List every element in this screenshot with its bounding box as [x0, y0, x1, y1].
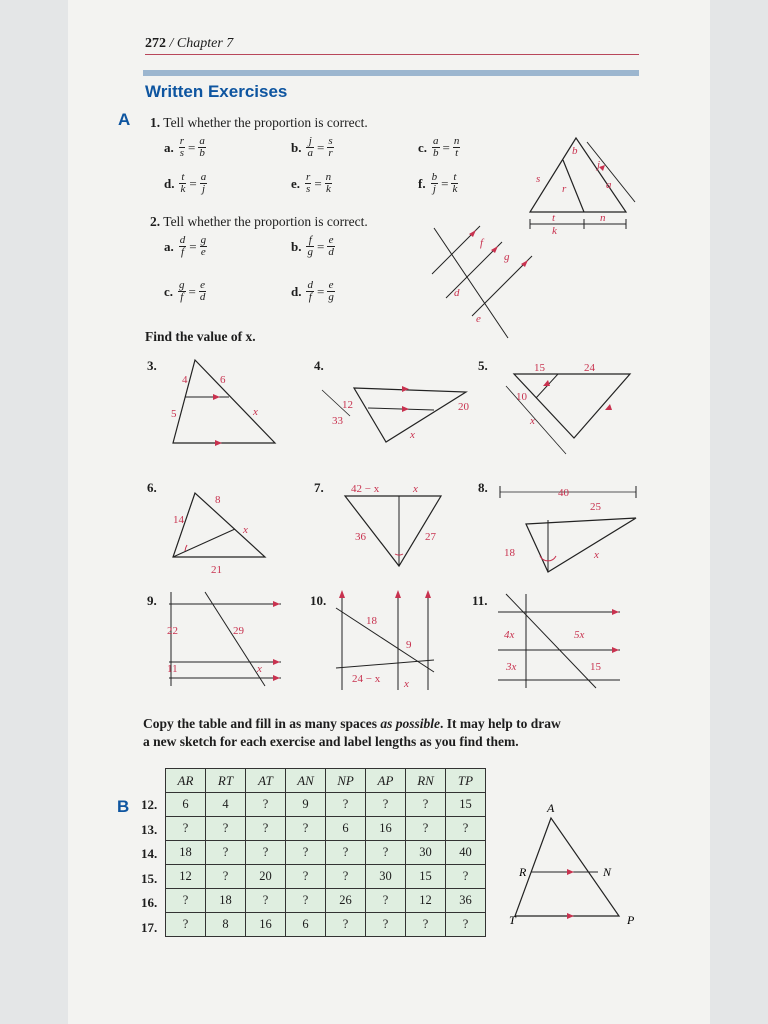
label: x [404, 678, 409, 690]
column-header: TP [446, 769, 486, 793]
find-x-instruction: Find the value of x. [145, 329, 256, 344]
figure-3 [165, 355, 280, 450]
denominator: j [201, 183, 205, 195]
label: x [253, 406, 258, 418]
table-cell: ? [366, 793, 406, 817]
item-label: b. [291, 238, 302, 254]
table-cell: 18 [166, 841, 206, 865]
numerator: n [453, 135, 460, 147]
denominator: f [308, 291, 312, 303]
table-header-row [166, 769, 486, 793]
table-cell: 20 [246, 865, 286, 889]
item-label: c. [418, 139, 428, 155]
item-label: d. [164, 175, 175, 191]
label: x [257, 663, 262, 675]
header-rule [145, 54, 639, 55]
label: 3x [506, 661, 517, 673]
table-cell: 6 [286, 913, 326, 937]
fraction [451, 172, 458, 195]
fraction [179, 235, 187, 258]
table-row [166, 841, 486, 865]
column-header: RT [206, 769, 246, 793]
section-title: Written Exercises [145, 82, 288, 101]
label: x [410, 429, 415, 441]
triangle-arntp-figure [505, 800, 640, 930]
header-separator: / [166, 36, 177, 51]
q2-parallel-lines-figure [428, 222, 538, 342]
figure-4 [316, 378, 476, 450]
table-cell: 30 [366, 865, 406, 889]
label: 24 − x [352, 673, 381, 685]
equals-sign: = [316, 283, 325, 299]
figure-5 [500, 358, 635, 458]
table-cell: ? [246, 889, 286, 913]
denominator: a [307, 147, 313, 159]
table-cell: 12 [406, 889, 446, 913]
table-cell: ? [286, 889, 326, 913]
table-cell: ? [446, 865, 486, 889]
figure-8 [496, 480, 641, 575]
table-cell: 36 [446, 889, 486, 913]
label: 14 [173, 514, 184, 526]
item-label: c. [164, 283, 174, 299]
label: x [413, 483, 418, 495]
exercise-number: 10. [310, 593, 327, 608]
table-cell: ? [246, 841, 286, 865]
equals-sign: = [188, 139, 196, 155]
table-cell: 26 [326, 889, 366, 913]
label-e: e [476, 313, 481, 325]
equals-sign: = [441, 175, 449, 191]
page-number: 272 [145, 36, 166, 51]
proportion-item [291, 136, 334, 159]
vertex-label: P [627, 913, 635, 927]
fraction [306, 280, 314, 303]
question-1 [150, 115, 368, 131]
numerator: b [431, 171, 438, 183]
proportion-item [164, 172, 207, 195]
proportion-item [164, 235, 207, 258]
numerator: n [325, 171, 332, 183]
label: 40 [558, 487, 569, 499]
item-label: f. [418, 175, 426, 191]
label-d: d [454, 287, 460, 299]
table-cell: 15 [406, 865, 446, 889]
label: 18 [366, 615, 377, 627]
table-cell: ? [206, 841, 246, 865]
numerator: d [179, 234, 186, 246]
item-label: e. [291, 175, 301, 191]
label-r: r [562, 183, 567, 195]
exercise-number: 11. [472, 593, 488, 608]
equals-sign: = [316, 139, 325, 155]
label: 5x [574, 629, 585, 641]
numerator: e [328, 279, 334, 291]
exercise-number: 7. [314, 480, 324, 495]
equals-sign: = [189, 175, 197, 191]
fraction [431, 172, 439, 195]
table-row [166, 889, 486, 913]
fraction [432, 136, 440, 159]
denominator: k [325, 183, 331, 195]
item-label: a. [164, 238, 174, 254]
label: x [243, 524, 248, 536]
fraction [200, 235, 208, 258]
numerator: g [179, 279, 185, 291]
table-cell: ? [166, 817, 206, 841]
denominator: t [455, 147, 459, 159]
denominator: f [180, 246, 185, 258]
table-cell: ? [166, 889, 206, 913]
numerator: r [306, 171, 311, 183]
table-cell: ? [406, 817, 446, 841]
table-cell: ? [206, 817, 246, 841]
question-number: 2. [150, 214, 161, 229]
page-header [145, 36, 233, 52]
table-cell: ? [406, 913, 446, 937]
label-b: b [572, 145, 578, 157]
section-band [143, 70, 639, 76]
label: 10 [516, 391, 527, 403]
label: 12 [342, 399, 353, 411]
row-number: 12. [141, 797, 158, 812]
exercise-table [165, 768, 486, 937]
table-cell: ? [326, 865, 366, 889]
numerator: g [200, 234, 207, 246]
label: 4x [504, 629, 515, 641]
table-cell: ? [326, 913, 366, 937]
column-header: AR [166, 769, 206, 793]
numerator: d [307, 279, 313, 291]
table-cell: ? [326, 841, 366, 865]
level-b-marker: B [117, 797, 130, 816]
fraction [199, 280, 207, 303]
figure-10 [330, 590, 440, 695]
label: 5 [171, 408, 177, 420]
fraction [179, 172, 186, 195]
denominator: f [180, 291, 184, 303]
row-number: 13. [141, 821, 158, 837]
table-cell: ? [246, 793, 286, 817]
fraction [306, 136, 314, 159]
table-cell: 15 [446, 793, 486, 817]
fraction [200, 172, 208, 195]
label-n: n [600, 212, 606, 224]
denominator: s [306, 183, 311, 195]
proportion-item [291, 172, 332, 195]
fraction [179, 136, 185, 159]
label: x [594, 549, 599, 561]
table-cell: 4 [206, 793, 246, 817]
fraction [306, 235, 314, 258]
table-cell: ? [286, 841, 326, 865]
equals-sign: = [316, 238, 325, 254]
row-number: 15. [141, 870, 158, 886]
table-row [166, 913, 486, 937]
exercise-number: 8. [478, 480, 488, 495]
table-cell: 9 [286, 793, 326, 817]
label: 27 [425, 531, 436, 543]
table-cell: ? [246, 817, 286, 841]
table-row [166, 865, 486, 889]
numerator: a [200, 171, 207, 183]
label-j: j [597, 159, 601, 171]
table-cell: ? [366, 913, 406, 937]
label: 9 [406, 639, 412, 651]
table-cell: ? [446, 817, 486, 841]
label: 36 [355, 531, 366, 543]
denominator: k [180, 183, 186, 195]
vertex-label: R [519, 865, 527, 879]
label-a: a [606, 179, 612, 191]
denominator: r [328, 147, 333, 159]
question-text: Tell whether the proportion is correct. [163, 115, 368, 130]
exercise-number: 5. [478, 358, 488, 373]
fraction [305, 172, 311, 195]
proportion-item [418, 136, 460, 159]
denominator: e [200, 246, 206, 258]
numerator: a [199, 135, 205, 147]
fraction [178, 280, 186, 303]
item-label: d. [291, 283, 302, 299]
label: 11 [167, 663, 178, 675]
table-cell: ? [206, 865, 246, 889]
label-t: t [552, 212, 556, 224]
label: 15 [534, 362, 545, 374]
proportion-item [418, 172, 458, 195]
table-cell: 6 [326, 817, 366, 841]
table-cell: ? [366, 841, 406, 865]
level-a-marker: A [118, 110, 131, 129]
fraction [453, 136, 461, 159]
numerator: e [328, 234, 334, 246]
figure-7 [335, 480, 450, 570]
numerator: a [433, 135, 439, 147]
exercise-number: 6. [147, 480, 157, 495]
label: 42 − x [351, 483, 380, 495]
exercise-number: 3. [147, 358, 157, 373]
numerator: j [306, 136, 314, 148]
denominator: b [433, 147, 439, 159]
table-cell: ? [406, 793, 446, 817]
figure-11 [496, 592, 626, 692]
table-instructions-line-2: a new sketch for each exercise and label lengths as you find them. [143, 734, 519, 749]
denominator: d [199, 291, 206, 303]
label: 21 [211, 564, 222, 576]
table-cell: 40 [446, 841, 486, 865]
denominator: s [179, 147, 185, 159]
row-number: 14. [141, 846, 158, 861]
table-cell: 8 [206, 913, 246, 937]
question-number: 1. [150, 115, 161, 130]
figure-9 [165, 590, 285, 690]
column-header: AN [286, 769, 326, 793]
table-cell: ? [326, 793, 366, 817]
item-label: b. [291, 139, 302, 155]
vertex-label: N [603, 865, 612, 879]
equals-sign: = [442, 139, 450, 155]
text-emphasis: as possible [380, 716, 441, 731]
table-cell: 6 [166, 793, 206, 817]
table-cell: 16 [366, 817, 406, 841]
label: 8 [215, 494, 221, 506]
denominator: j [432, 183, 436, 195]
table-cell: ? [366, 889, 406, 913]
numerator: e [200, 279, 206, 291]
column-header: RN [406, 769, 446, 793]
item-label: a. [164, 139, 174, 155]
label-f: f [480, 237, 484, 249]
label: 18 [504, 547, 515, 559]
table-cell: ? [286, 865, 326, 889]
fraction [198, 136, 206, 159]
label: x [530, 415, 535, 427]
table-cell: 12 [166, 865, 206, 889]
equals-sign: = [188, 283, 196, 299]
denominator: g [307, 246, 313, 258]
label: 24 [584, 362, 595, 374]
label: 33 [332, 415, 343, 427]
figure-6 [165, 485, 275, 580]
table-row [166, 793, 486, 817]
column-header: AT [246, 769, 286, 793]
column-header: NP [326, 769, 366, 793]
proportion-item [291, 280, 335, 303]
denominator: b [199, 147, 205, 159]
text: Copy the table and fill in as many spaces [143, 716, 381, 731]
table-cell: ? [446, 913, 486, 937]
label: 25 [590, 501, 601, 513]
denominator: k [452, 183, 458, 195]
table-cell: ? [286, 817, 326, 841]
table-cell: ? [166, 913, 206, 937]
equals-sign: = [189, 238, 197, 254]
fraction [327, 235, 335, 258]
chapter-title: Chapter 7 [176, 36, 234, 51]
text: . It may help to draw [440, 716, 561, 731]
fraction [327, 136, 333, 159]
equals-sign: = [314, 175, 322, 191]
label: 15 [590, 661, 601, 673]
exercise-number: 9. [147, 593, 157, 608]
denominator: d [328, 246, 334, 258]
proportion-item [291, 235, 335, 258]
proportion-item [164, 280, 206, 303]
table-cell: 30 [406, 841, 446, 865]
numerator: f [306, 235, 314, 247]
table-instructions-line-1 [143, 716, 561, 732]
proportion-item [164, 136, 206, 159]
numerator: s [328, 135, 333, 147]
numerator: r [179, 135, 185, 147]
question-text: Tell whether the proportion is correct. [163, 214, 368, 229]
fraction [325, 172, 333, 195]
label-s: s [536, 173, 541, 185]
label: 20 [458, 401, 469, 413]
label: 22 [167, 625, 178, 637]
column-header: AP [366, 769, 406, 793]
table-cell: 18 [206, 889, 246, 913]
label-k: k [552, 225, 557, 237]
vertex-label: A [547, 801, 555, 815]
table-cell: 16 [246, 913, 286, 937]
table-row [166, 817, 486, 841]
label: 4 [182, 374, 188, 386]
fraction [327, 280, 335, 303]
label: 29 [233, 625, 244, 637]
exercise-number: 4. [314, 358, 324, 373]
numerator: t [181, 171, 185, 183]
label: 6 [220, 374, 226, 386]
question-2 [150, 214, 368, 230]
numerator: t [453, 171, 457, 183]
row-number: 17. [141, 919, 158, 935]
row-number: 16. [141, 895, 158, 910]
vertex-label: T [509, 913, 516, 927]
label-g: g [504, 251, 510, 263]
denominator: g [328, 291, 334, 303]
